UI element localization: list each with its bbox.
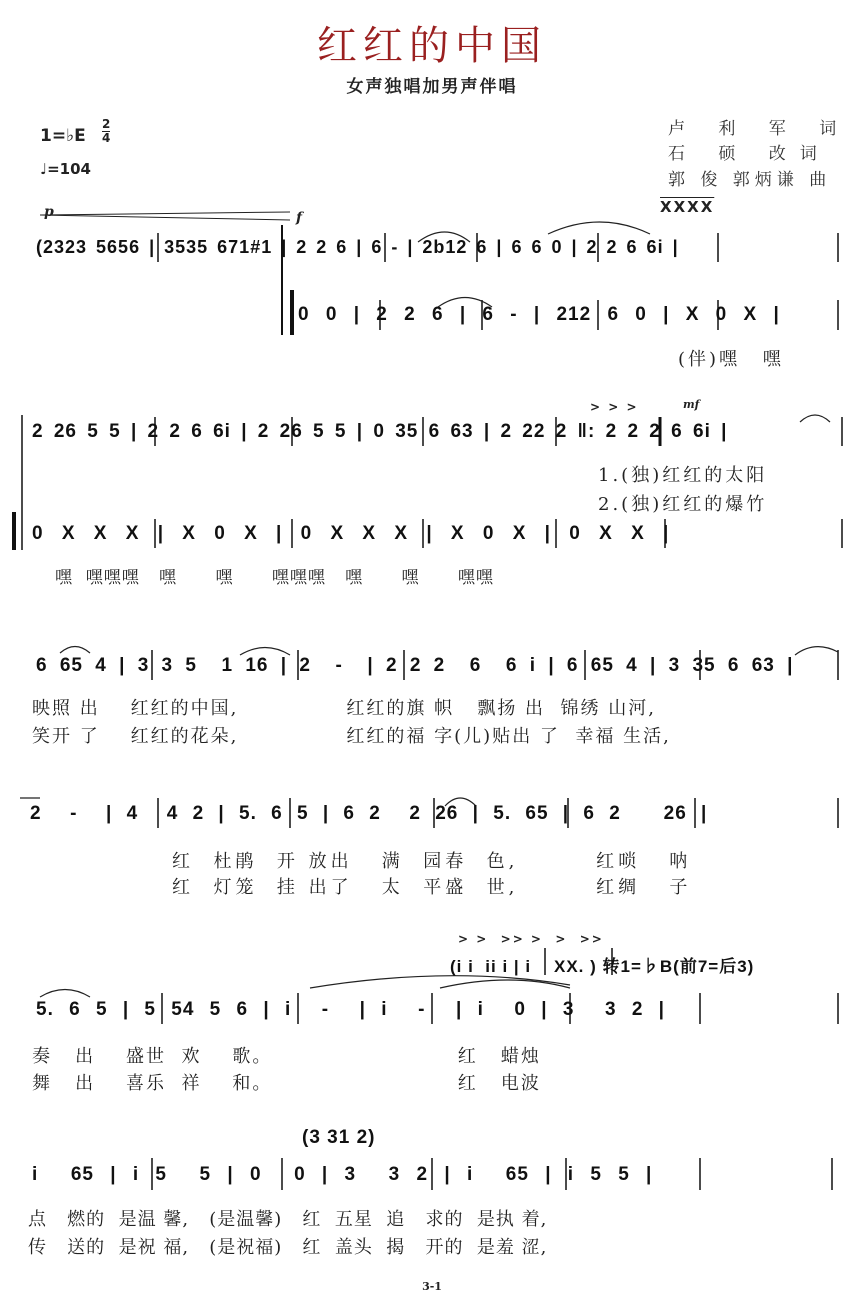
lyricist-credit: 卢 利 军 词 bbox=[668, 119, 851, 139]
system3-notes: 6 65 4 | 3 3 5 1 16 | 2 - | 2 2 2 6 6 i | 6 65 4 | 3 35 6 63 | bbox=[36, 655, 794, 676]
system5-notes: 5. 6 5 | 5 54 5 6 | i - | i - | i 0 | 3 3 2 | bbox=[36, 999, 665, 1020]
system1-lower-notes: 0 0 | 2 2 6 | 6 - | 212 6 0 | X 0 X | bbox=[298, 304, 780, 325]
dynamic-piano: p bbox=[44, 204, 54, 220]
system4-verse1: 红 杜鹃 开 放出 满 园春 色, 红唢 呐 bbox=[172, 851, 692, 872]
composer-credit: 郭 俊 郭炳谦 曲 bbox=[668, 170, 832, 190]
time-signature bbox=[102, 118, 110, 145]
system6-verse1: 点 燃的 是温 馨, (是温馨) 红 五星 追 求的 是执 着, bbox=[28, 1209, 548, 1230]
accent-group-3: > > >> > > >> bbox=[458, 932, 604, 946]
dynamic-mezzo-forte: mf bbox=[683, 398, 700, 411]
tempo-marking: ♩=104 bbox=[40, 160, 91, 178]
system5-verse1: 奏 出 盛世 欢 歌。 红 蜡烛 bbox=[32, 1046, 541, 1067]
system2-verse2: 2.(独)红红的爆竹 bbox=[598, 494, 768, 515]
system3-verse2: 笑开 了 红红的花朵, 红红的福 字(儿)贴出 了 幸福 生活, bbox=[32, 726, 671, 747]
time-denominator: 4 bbox=[102, 131, 111, 145]
system5-verse2: 舞 出 喜乐 祥 和。 红 电波 bbox=[32, 1073, 541, 1094]
system3-verse1: 映照 出 红红的中国, 红红的旗 帜 飘扬 出 锦绣 山河, bbox=[32, 698, 656, 719]
system6-top-line: (3 31 2) bbox=[302, 1127, 376, 1148]
accent-group-1: XXXX bbox=[660, 198, 715, 216]
accent-group-2: > > > bbox=[590, 400, 639, 414]
system2-upper-notes: 2 26 5 5 | 2 2 6 6i | 2 26 5 5 | 0 35 6 63 | 2 22 2 ‖: 2 2 2 6 6i | bbox=[32, 421, 728, 442]
song-subtitle: 女声独唱加男声伴唱 bbox=[346, 77, 518, 97]
crescendo-hairpin-bottom bbox=[40, 212, 290, 215]
time-numerator: 2 bbox=[102, 117, 111, 131]
crescendo-hairpin-top bbox=[40, 215, 290, 220]
page-number: 3-1 bbox=[422, 1280, 442, 1293]
song-title: 红红的中国 bbox=[317, 23, 547, 69]
dynamic-forte: f bbox=[296, 210, 303, 226]
system6-verse2: 传 送的 是祝 福, (是祝福) 红 盖头 揭 开的 是羞 涩, bbox=[28, 1237, 548, 1258]
system4-notes: 2 - | 4 4 2 | 5. 6 5 | 6 2 2 26 | 5. 65 | 6 2 26 | bbox=[30, 803, 708, 824]
system2-lower-lyrics: 嘿 嘿嘿嘿 嘿 嘿 嘿嘿嘿 嘿 嘿 嘿嘿 bbox=[55, 568, 494, 588]
system2-verse1: 1.(独)红红的太阳 bbox=[598, 465, 768, 486]
system6-notes: i 65 | i 5 5 | 0 0 | 3 3 2 | i 65 | i 5 5 | bbox=[32, 1164, 653, 1185]
key-signature: 1=♭E bbox=[40, 126, 86, 146]
system1-lyrics: (伴)嘿 嘿 bbox=[678, 349, 784, 370]
system1-upper-notes: (2323 5656 | 3535 671#1 | 2 2 6 | 6 - | 2b12 6 | 6 6 0 | 2 2 6 6i | bbox=[36, 237, 679, 257]
revision-credit: 石 硕 改词 bbox=[668, 144, 831, 164]
system2-lower-notes: 0 X X X | X 0 X | 0 X X X | X 0 X | 0 X X | bbox=[32, 523, 670, 544]
system5-top-line: (i i ii i | i XX. ) 转1=♭B(前7=后3) bbox=[450, 957, 755, 976]
system4-verse2: 红 灯笼 挂 出了 太 平盛 世, 红绸 子 bbox=[172, 877, 692, 898]
